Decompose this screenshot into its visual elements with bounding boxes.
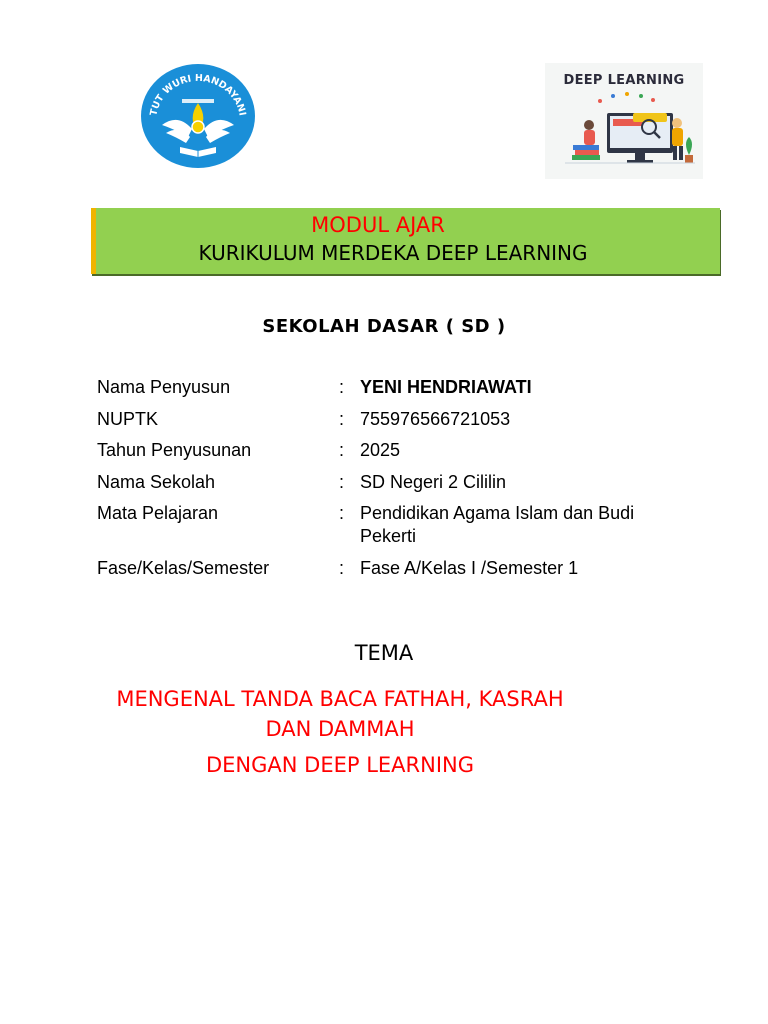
theme-heading: TEMA: [354, 641, 414, 665]
info-separator: :: [339, 503, 345, 523]
info-label: Nama Sekolah: [97, 471, 216, 492]
info-row-year: [97, 439, 697, 462]
info-separator: :: [339, 557, 345, 578]
deep-learning-illustration: [545, 63, 703, 179]
info-label: NUPTK: [97, 408, 159, 429]
info-value: YENI HENDRIAWATI: [360, 377, 532, 397]
theme-subtitle: DENGAN DEEP LEARNING: [205, 753, 475, 777]
curriculum-title: KURIKULUM MERDEKA DEEP LEARNING: [198, 241, 588, 265]
info-value: 755976566721053: [360, 408, 511, 429]
info-separator: :: [339, 408, 345, 429]
info-row-school: [97, 471, 697, 494]
school-level-heading: SEKOLAH DASAR ( SD ): [262, 316, 506, 337]
info-value: 2025: [360, 440, 401, 460]
tut-wuri-handayani-logo: [140, 63, 256, 169]
module-title: MODUL AJAR: [311, 213, 445, 237]
info-label: Mata Pelajaran: [97, 503, 219, 523]
info-value: Pendidikan Agama Islam dan Budi Pekerti: [360, 503, 635, 546]
info-row-nuptk: [97, 408, 697, 431]
deep-learning-logo-title: DEEP LEARNING: [563, 73, 685, 88]
title-banner: [91, 208, 720, 274]
info-row-phase: [97, 557, 697, 580]
info-value: SD Negeri 2 Cililin: [360, 471, 507, 492]
info-separator: :: [339, 440, 345, 460]
tut-wuri-handayani-emblem: [140, 63, 256, 169]
info-label: Nama Penyusun: [97, 377, 231, 397]
info-row-author: [97, 376, 697, 399]
module-info-table: [97, 376, 697, 588]
theme-title: MENGENAL TANDA BACA FATHAH, KASRAH DAN DAMMAH: [116, 687, 564, 741]
info-label: Tahun Penyusunan: [97, 440, 252, 460]
info-label: Fase/Kelas/Semester: [97, 557, 270, 578]
logo-arc-text: TUT WURI HANDAYANI: [148, 72, 248, 117]
info-value: Fase A/Kelas I /Semester 1: [360, 557, 579, 578]
info-separator: :: [339, 471, 345, 492]
info-separator: :: [339, 377, 345, 397]
info-row-subject: [97, 502, 697, 548]
